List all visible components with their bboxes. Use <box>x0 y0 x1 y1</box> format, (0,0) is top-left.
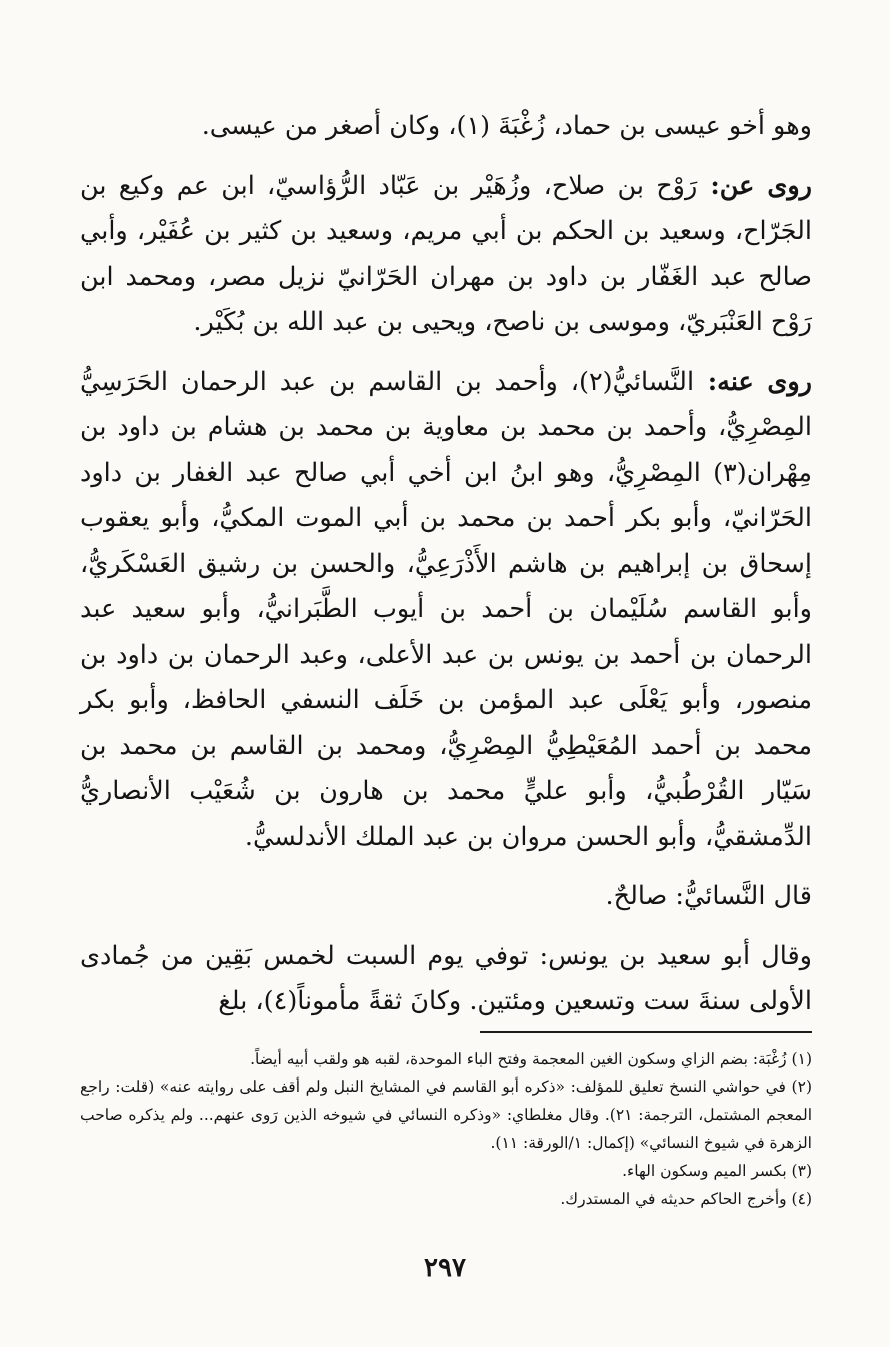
paragraph-death-date <box>80 934 812 1025</box>
narrated-from-heading: روى عن: <box>697 170 812 201</box>
paragraph-nasai-opinion <box>80 874 812 920</box>
nasai-opinion-text: قال النَّسائيُّ: صالحٌ. <box>605 881 812 911</box>
footnote-4: (٤) وأخرج الحاكم حديثه في المستدرك. <box>560 1189 812 1208</box>
paragraph-intro-text: وهو أخو عيسى بن حماد، زُغْبَةَ (١)، وكان أصغر من عيسى. <box>201 111 812 141</box>
main-text <box>80 104 812 1025</box>
page-number: ٢٩٧ <box>424 1253 466 1283</box>
narrated-from-text: رَوْح بن صلاح، وزُهَيْر بن عَبّاد الرُّؤاسيّ، ابن عم وكيع بن الجَرّاح، وسعيد بن الحكم بن أبي مريم، وسعيد بن كثير بن عُفَيْر، وأبي صالح عبد الغَفّار بن داود بن مهران الحَرّانيّ نزيل مصر، ومحمد ابن رَوْح العَنْبَريّ، وموسى بن ناصح، ويحيى بن عبد الله بن بُكَيْر. <box>80 170 812 337</box>
footnote-3: (٣) بكسر الميم وسكون الهاء. <box>622 1161 812 1180</box>
narrated-by-text: النَّسائيُّ(٢)، وأحمد بن القاسم بن عبد الرحمان الحَرَسِيُّ المِصْرِيُّ، وأحمد بن محمد بن معاوية بن محمد بن هشام بن داود بن مِهْران(٣) المِصْرِيُّ، وهو ابنُ ابن أخي أبي صالح عبد الغفار بن داود الحَرّانيّ، وأبو بكر أحمد بن محمد بن أبي الموت المكيُّ، وأبو يعقوب إسحاق بن إبراهيم بن هاشم الأَذْرَعِيُّ، والحسن بن رشيق العَسْكَريُّ، وأبو القاسم سُلَيْمان بن أحمد بن أيوب الطَّبَرانيُّ، وأبو سعيد عبد الرحمان بن أحمد بن يونس بن عبد الأعلى، وعبد الرحمان بن داود بن منصور، وأبو يَعْلَى عبد المؤمن بن خَلَف النسفي الحافظ، وأبو بكر محمد بن أحمد المُعَيْطِيُّ المِصْرِيُّ، ومحمد بن القاسم بن محمد بن سَيّار القُرْطُبيُّ، وأبو عليٍّ محمد بن هارون بن شُعَيْب الأنصاريُّ الدِّمشقيُّ، وأبو الحسن مروان بن عبد الملك الأندلسيُّ. <box>80 366 812 852</box>
footnotes <box>80 1045 812 1213</box>
narrated-by-heading: روى عنه: <box>694 366 812 397</box>
paragraph-narrated-by <box>80 360 812 861</box>
death-date-text: وقال أبو سعيد بن يونس: توفي يوم السبت لخمس بَقِين من جُمادى الأولى سنةَ ست وتسعين ومئتين. وكانَ ثقةً مأموناً(٤)، بلغ <box>80 940 812 1016</box>
footnote-1: (١) زُغْبَة: بضم الزاي وسكون الغين المعجمة وفتح الباء الموحدة، لقبه هو ولقب أبيه أيضاً. <box>250 1049 812 1068</box>
footnote-separator <box>480 1031 812 1033</box>
paragraph-intro <box>80 104 812 150</box>
paragraph-narrated-from <box>80 164 812 346</box>
footnote-2: (٢) في حواشي النسخ تعليق للمؤلف: «ذكره أبو القاسم في المشايخ النبل ولم أقف على روايته عنه» (قلت: راجع المعجم المشتمل، الترجمة: ٢١). وقال مغلطاي: «وذكره النسائي في شيوخه الذين رَوى عنهم... ولم يذكره صاحب الزهرة في شيوخ النسائي» (إكمال: ١/الورقة: ١١). <box>80 1077 812 1152</box>
